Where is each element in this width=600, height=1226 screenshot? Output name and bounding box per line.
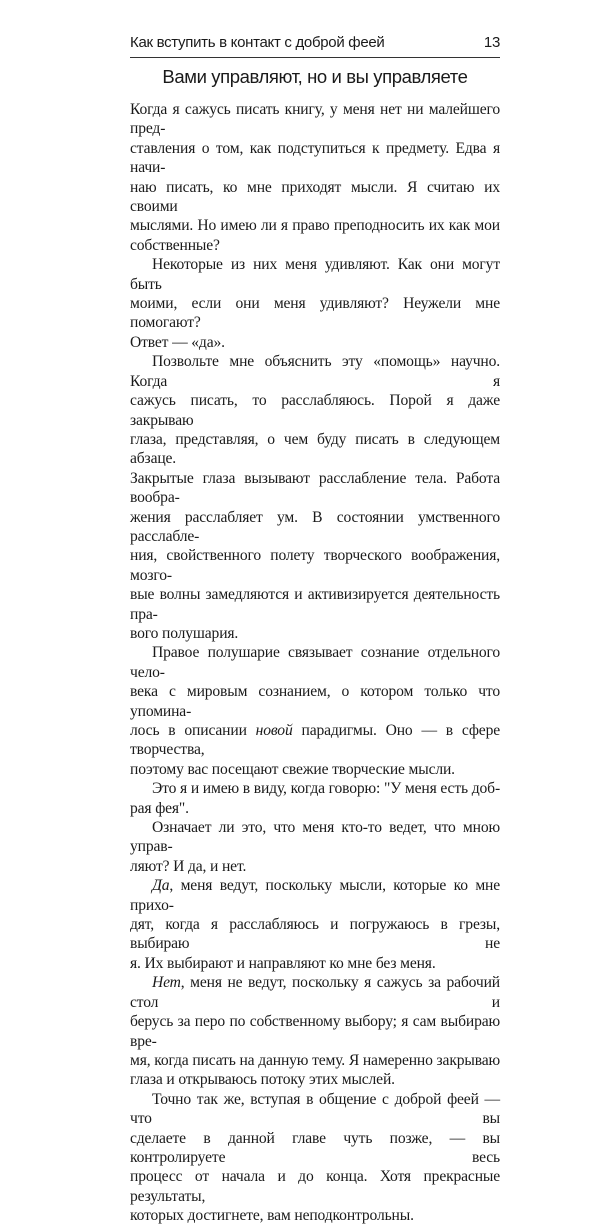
text-line: Некоторые из них меня удивляют. Как они могут быть <box>130 256 500 293</box>
text-line: дят, когда я расслабляюсь и погружаюсь в грезы, выбираю не <box>130 916 500 953</box>
text-run: парадигмы. Оно — в сфере творчества, <box>130 722 500 759</box>
text-line: мыслями. Но имею ли я право преподносить их как мои <box>130 217 500 235</box>
paragraph-6-cont <box>130 857 500 876</box>
paragraph-8 <box>130 973 500 1012</box>
paragraph-5 <box>130 779 500 798</box>
text-line: вого полушария. <box>130 624 239 642</box>
text-line: я. Их выбирают и направляют ко мне без меня. <box>130 954 436 972</box>
text-line: процесс от начала и до конца. Хотя прекрасные результаты, <box>130 1168 500 1205</box>
paragraph-3 <box>130 352 500 391</box>
text-line <box>130 721 500 760</box>
paragraph-1 <box>130 100 500 255</box>
text-run: , меня ведут, поскольку мысли, которые ко мне прихо- <box>130 877 500 914</box>
paragraph-9-cont <box>130 1129 500 1226</box>
text-line: рая фея". <box>130 799 189 817</box>
text-line: поэтому вас посещают свежие творческие мысли. <box>130 760 455 778</box>
text-line: Это я и имею в виду, когда говорю: "У меня есть доб- <box>152 780 500 798</box>
text-line: мя, когда писать на данную тему. Я намеренно закрываю <box>130 1051 500 1069</box>
paragraph-6 <box>130 818 500 857</box>
body-text <box>130 100 500 1226</box>
emphasis-text: Да <box>152 877 170 895</box>
text-line: сажусь писать, то расслабляюсь. Порой я даже закрываю <box>130 392 500 429</box>
text-line: Ответ — «да». <box>130 333 225 351</box>
text-line: Правое полушарие связывает сознание отдельного чело- <box>130 644 500 681</box>
text-run: лось в описании <box>130 722 256 739</box>
section-title: Вами управляют, но и вы управляете <box>162 66 468 87</box>
text-line: Означает ли это, что меня кто-то ведет, что мною управ- <box>130 819 500 856</box>
paragraph-2-cont <box>130 294 500 352</box>
text-line: Закрытые глаза вызывают расслабление тела. Работа вообра- <box>130 469 500 507</box>
text-line: Когда я сажусь писать книгу, у меня нет ни малейшего пред- <box>130 101 500 138</box>
text-line: жения расслабляет ум. В состоянии умственного расслабле- <box>130 508 500 545</box>
page-number: 13 <box>483 34 500 51</box>
paragraph-4 <box>130 643 500 682</box>
emphasis-text: новой <box>255 722 293 739</box>
text-line <box>130 876 500 915</box>
text-line <box>130 973 500 1012</box>
text-line: Позвольте мне объяснить эту «помощь» научно. Когда я <box>130 353 500 390</box>
paragraph-3-cont <box>130 391 500 643</box>
text-line: глаза, представляя, о чем буду писать в следующем абзаце. <box>130 430 500 468</box>
paragraph-2 <box>130 255 500 294</box>
running-head <box>130 34 500 54</box>
paragraph-7-cont <box>130 915 500 973</box>
text-line: ляют? И да, и нет. <box>130 857 247 875</box>
text-line: вые волны замедляются и активизируется деятельность пра- <box>130 586 500 623</box>
header-rule <box>130 57 500 58</box>
text-line: ния, свойственного полету творческого воображения, мозго- <box>130 547 500 584</box>
text-run: , меня не ведут, поскольку я сажусь за рабочий стол и <box>130 974 500 1011</box>
text-line: Точно так же, вступая в общение с доброй феей — что вы <box>130 1090 500 1128</box>
text-line: берусь за перо по собственному выбору; я сам выбираю вре- <box>130 1013 500 1050</box>
paragraph-7 <box>130 876 500 915</box>
text-line: века с мировым сознанием, о котором только что упомина- <box>130 683 500 720</box>
paragraph-8-cont <box>130 1012 500 1090</box>
text-line: сделаете в данной главе чуть позже, — вы контролируете весь <box>130 1129 500 1166</box>
paragraph-4-cont <box>130 682 500 779</box>
text-line: наю писать, ко мне приходят мысли. Я считаю их своими <box>130 178 500 216</box>
text-line: глаза и открываюсь потоку этих мыслей. <box>130 1071 395 1089</box>
paragraph-5-cont <box>130 799 500 818</box>
text-line: собственные? <box>130 236 220 254</box>
running-head-title: Как вступить в контакт с доброй феей <box>130 34 385 51</box>
text-line: моими, если они меня удивляют? Неужели мне помогают? <box>130 295 500 332</box>
paragraph-9 <box>130 1090 500 1129</box>
text-line: которых достигнете, вам неподконтрольны. <box>130 1207 414 1225</box>
text-line: ставления о том, как подступиться к предмету. Едва я начи- <box>130 139 500 177</box>
emphasis-text: Нет <box>152 974 181 992</box>
